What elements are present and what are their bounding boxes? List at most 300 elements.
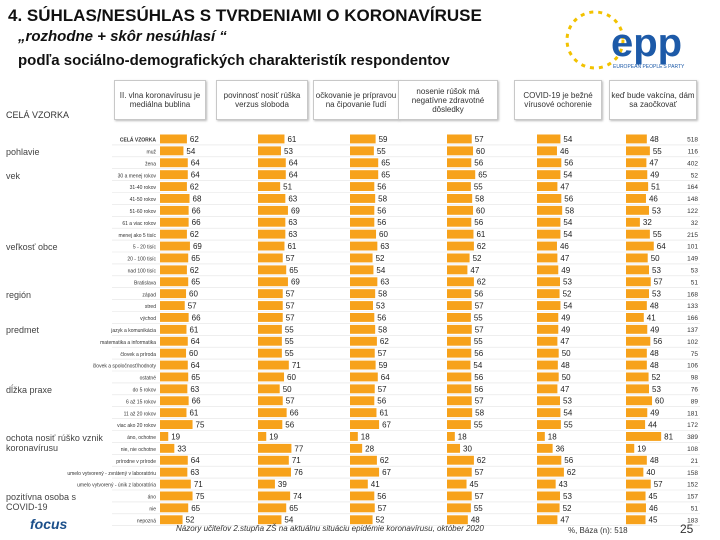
data-label: 53 [563,491,572,501]
bar [350,349,375,358]
bar [258,325,282,334]
data-label: 56 [474,289,484,299]
data-label: 53 [563,396,572,406]
bar [350,206,374,215]
data-label: 18 [547,432,557,442]
bar [160,313,189,322]
bar [447,194,472,203]
base-n-label: 183 [687,517,698,525]
data-label: 53 [376,301,385,311]
bar [160,349,186,358]
bar [350,182,374,191]
bar [350,218,374,227]
data-label: 65 [191,253,201,263]
data-label: 81 [664,432,674,442]
bar [258,420,282,429]
data-label: 56 [564,158,574,168]
bar [626,158,646,167]
data-label: 68 [192,194,202,204]
bar [258,444,291,453]
data-label: 61 [189,325,199,335]
data-label: 56 [564,194,574,204]
data-label: 54 [563,218,573,228]
bar [626,135,647,144]
data-label: 57 [377,349,387,359]
bar [350,408,376,417]
logo-tagline: EUROPEAN PEOPLE'S PARTY [613,64,685,70]
bar [626,206,649,215]
bar [350,135,376,144]
data-label: 58 [475,408,485,418]
data-label: 64 [190,337,200,347]
data-label: 65 [478,170,488,180]
data-label: 56 [564,456,574,466]
bar [537,468,564,477]
data-label: 48 [649,349,659,359]
bar [537,444,553,453]
data-label: 60 [655,396,664,406]
data-label: 45 [469,480,479,489]
data-label: 46 [648,503,658,513]
bar [626,194,646,203]
page-subtitle-2: podľa sociálno-demografických charakteristík respondentov [18,52,450,69]
base-n-label: 76 [690,386,698,394]
bar [350,444,362,453]
bar [258,206,288,215]
data-label: 64 [288,170,298,180]
base-n-label: 148 [687,196,698,204]
bar [447,515,468,524]
footer-note: Názory učiteľov 2.stupňa ZŠ na aktuálnu situáciu epidémie koronavírusu, október 2020 [176,524,484,533]
data-label: 19 [637,444,647,454]
bar [160,468,187,477]
bar [537,408,560,417]
bar [258,503,286,512]
bar [160,396,189,405]
page-number: 25 [680,522,694,536]
bar [160,289,186,298]
data-label: 52 [185,515,195,525]
data-label: 69 [290,277,300,287]
base-n-label: 53 [690,267,698,275]
bar [626,480,651,489]
bar [537,182,557,191]
bar [258,384,280,393]
data-label: 60 [476,146,485,156]
data-label: 57 [474,468,484,478]
data-label: 30 [463,444,472,454]
bar [537,206,562,215]
bar [350,492,374,501]
data-label: 54 [563,301,573,311]
bar [258,289,283,298]
data-label: 55 [284,337,294,347]
data-label: 57 [285,289,295,299]
base-n-label: 133 [687,303,698,311]
data-label: 50 [561,372,571,382]
category-label: 11 až 20 rokov [123,411,156,418]
category-label: áno, ochotne [127,435,156,442]
data-label: 76 [293,468,303,478]
data-label: 62 [476,242,486,251]
data-label: 49 [650,170,660,180]
page-title: 4. SÚHLAS/NESÚHLAS S TVRDENIAMI O KORONAVÍRUSE [8,6,482,25]
bar [350,158,378,167]
bar [537,146,557,155]
data-label: 69 [192,242,202,251]
data-label: 58 [378,194,388,204]
category-label: východ [140,316,156,323]
bar [258,146,281,155]
data-label: 60 [476,206,485,216]
bar [537,456,561,465]
column-header-1: II. vlna koronavírusu je mediálna bublina [114,80,206,120]
data-label: 55 [284,325,294,335]
bar [626,242,654,251]
data-label: 50 [282,384,292,394]
bar [537,480,556,489]
data-label: 55 [652,146,662,156]
data-label: 57 [474,301,484,311]
base-n-label: 389 [687,434,698,442]
data-label: 61 [287,134,297,144]
data-label: 62 [379,456,389,466]
data-label: 63 [190,384,200,394]
bar [447,456,474,465]
data-label: 55 [284,349,294,359]
bar [626,254,648,263]
data-label: 63 [288,218,298,228]
data-label: 46 [559,146,569,156]
bar [537,503,560,512]
data-label: 60 [379,230,388,240]
data-label: 51 [283,182,293,192]
data-label: 55 [376,146,386,156]
bar [447,337,471,346]
bar [350,503,375,512]
base-n-label: 157 [687,493,698,501]
bar [258,194,285,203]
group-label: predmet [6,325,40,336]
category-label: 30 a menej rokov [117,173,156,180]
bar [447,182,471,191]
data-label: 58 [475,194,485,204]
data-label: 56 [474,384,484,394]
bar [160,146,183,155]
data-label: 47 [560,337,570,347]
bar [447,373,471,382]
bar [626,230,650,239]
data-label: 69 [290,206,300,216]
base-n-label: 116 [687,148,698,156]
bar [537,277,560,286]
bar [258,492,290,501]
bar [160,277,188,286]
data-label: 62 [189,182,199,192]
data-label: 46 [559,242,569,251]
data-label: 55 [652,230,662,240]
data-label: 52 [651,372,661,382]
base-n-label: 402 [687,160,698,168]
data-label: 59 [378,134,388,144]
data-label: 65 [381,158,391,168]
bar [160,218,189,227]
data-label: 59 [378,361,388,370]
data-label: 65 [191,277,201,287]
data-label: 66 [191,396,201,406]
data-label: 56 [377,396,387,406]
bar [350,194,375,203]
bar [447,158,471,167]
bar [537,242,557,251]
data-label: 53 [563,277,572,287]
focus-logo: focus [30,516,68,532]
base-n-label: 152 [687,481,698,489]
data-label: 19 [269,432,279,442]
data-label: 62 [379,337,389,347]
data-label: 53 [284,146,293,156]
data-label: 57 [474,491,484,501]
data-label: 32 [642,218,652,228]
group-label: región [6,289,32,300]
base-note: %, Báza (n): 518 [568,526,628,535]
data-label: 48 [560,361,570,370]
bar [447,480,467,489]
data-label: 57 [377,384,387,394]
data-label: 33 [177,444,187,454]
base-n-label: 137 [687,326,698,334]
data-label: 47 [560,182,570,192]
bar [160,420,193,429]
data-label: 65 [191,372,201,382]
bar [350,301,373,310]
category-label: západ [142,292,156,299]
bar [258,170,286,179]
bar [626,515,646,524]
base-n-label: 518 [687,136,698,144]
data-label: 47 [560,384,570,394]
cela-vzorka-label: CELÁ VZORKA [6,110,70,120]
data-label: 57 [474,134,484,144]
bar [626,277,651,286]
data-label: 54 [186,146,196,156]
logo-text: epp [611,21,683,65]
data-label: 48 [649,361,659,370]
base-n-label: 172 [687,422,698,430]
category-label: nie [149,506,156,513]
category-label: nepozná [136,518,156,525]
data-label: 62 [189,134,199,144]
bar [626,456,647,465]
data-label: 63 [190,468,200,478]
data-label: 56 [653,337,663,347]
category-label: človek a príroda [120,351,156,358]
data-label: 45 [648,515,658,525]
bar [537,301,560,310]
data-label: 52 [472,253,482,263]
group-label: pohlavie [6,146,40,157]
bar [258,313,283,322]
bar [537,230,560,239]
bar [160,325,186,334]
bar [350,325,375,334]
bar [258,408,287,417]
data-label: 65 [289,265,299,275]
data-label: 52 [562,289,572,299]
data-label: 57 [474,396,484,406]
bar [626,384,649,393]
base-n-label: 164 [687,184,698,192]
bar [258,135,284,144]
data-label: 63 [288,230,298,240]
bar [258,468,291,477]
data-label: 18 [360,432,370,442]
base-n-label: 52 [690,172,698,180]
data-label: 65 [191,503,201,513]
data-label: 47 [649,158,659,168]
base-n-label: 158 [687,469,698,477]
data-label: 61 [189,408,199,418]
bar [258,277,288,286]
base-n-label: 51 [690,279,698,287]
bar [447,301,472,310]
bar [537,218,560,227]
category-label: umelo vytvorený - únik z laboratória [77,482,156,489]
bar [537,396,560,405]
data-label: 66 [191,313,201,323]
data-label: 63 [380,242,390,251]
data-label: 62 [189,265,199,275]
data-label: 43 [558,480,568,489]
data-label: 56 [377,182,387,192]
bar [350,432,358,441]
base-n-label: 75 [690,350,698,358]
data-label: 71 [291,456,301,466]
data-label: 46 [648,194,658,204]
bar [447,503,471,512]
data-label: 57 [285,253,295,263]
data-label: 53 [652,384,661,394]
bar [350,242,377,251]
bar [350,313,374,322]
bar [160,254,188,263]
base-n-label: 21 [690,457,698,465]
data-label: 75 [195,420,205,430]
data-label: 57 [285,313,295,323]
data-label: 55 [473,313,483,323]
bar [626,182,648,191]
data-label: 40 [646,468,656,478]
bar [447,468,472,477]
base-n-label: 89 [690,398,698,406]
base-n-label: 149 [687,255,698,263]
bar [258,396,283,405]
data-label: 52 [375,515,385,525]
bar [350,289,375,298]
bar [160,444,174,453]
bar [537,361,558,370]
data-label: 41 [370,480,380,489]
category-label: 51-60 rokov [129,208,156,215]
data-label: 58 [565,206,575,216]
bar [537,170,560,179]
data-label: 57 [474,325,484,335]
bar [350,265,373,274]
data-label: 55 [473,337,483,347]
category-label: Bratislava [134,280,156,287]
data-label: 66 [289,408,299,418]
data-label: 57 [187,301,197,311]
bar [447,265,467,274]
data-label: 57 [285,301,295,311]
base-n-label: 102 [687,338,698,346]
bar [447,384,471,393]
bar [160,182,187,191]
bar [350,515,373,524]
category-label: 61 a viac rokov [122,220,156,227]
group-label: vek [6,170,21,181]
column-header-2: povinnosť nosiť rúška verzus sloboda [216,80,308,120]
bar [447,146,473,155]
bar [447,325,472,334]
bar [447,408,472,417]
bar [258,158,286,167]
data-label: 48 [649,456,659,466]
bar [626,373,649,382]
column-header-6: keď bude vakcína, dám sa zaočkovať [609,80,697,120]
data-label: 36 [555,444,565,454]
bar [258,242,284,251]
data-label: 64 [190,158,200,168]
data-label: 66 [191,206,201,216]
data-label: 77 [294,444,304,454]
category-label: muž [146,149,156,156]
bar [447,361,470,370]
data-label: 62 [476,277,486,287]
column-header-4: nosenie rúšok má negatívne zdravotné dôsledky [398,80,498,120]
bar [160,337,188,346]
bar [160,242,190,251]
bar [160,265,187,274]
group-label: dĺžka praxe [6,384,53,395]
data-label: 39 [277,480,287,489]
bar [626,492,646,501]
bar [537,373,559,382]
data-label: 55 [563,420,573,430]
data-label: 64 [190,361,200,370]
data-label: 52 [375,253,385,263]
bar [626,218,640,227]
data-label: 49 [561,265,571,275]
data-label: 48 [649,301,659,311]
data-label: 53 [652,206,661,216]
data-label: 58 [378,325,388,335]
bar [626,503,646,512]
bar [350,420,379,429]
bar [626,301,647,310]
bar [447,254,470,263]
data-label: 60 [287,372,296,382]
category-label: jazyk a komunikácia [111,327,156,334]
bar [160,408,186,417]
bar [447,432,455,441]
category-label: 6 až 15 rokov [125,399,156,406]
data-label: 55 [473,503,483,513]
data-label: 56 [285,420,295,430]
data-label: 28 [365,444,375,454]
data-label: 48 [649,134,659,144]
data-label: 65 [289,503,299,513]
